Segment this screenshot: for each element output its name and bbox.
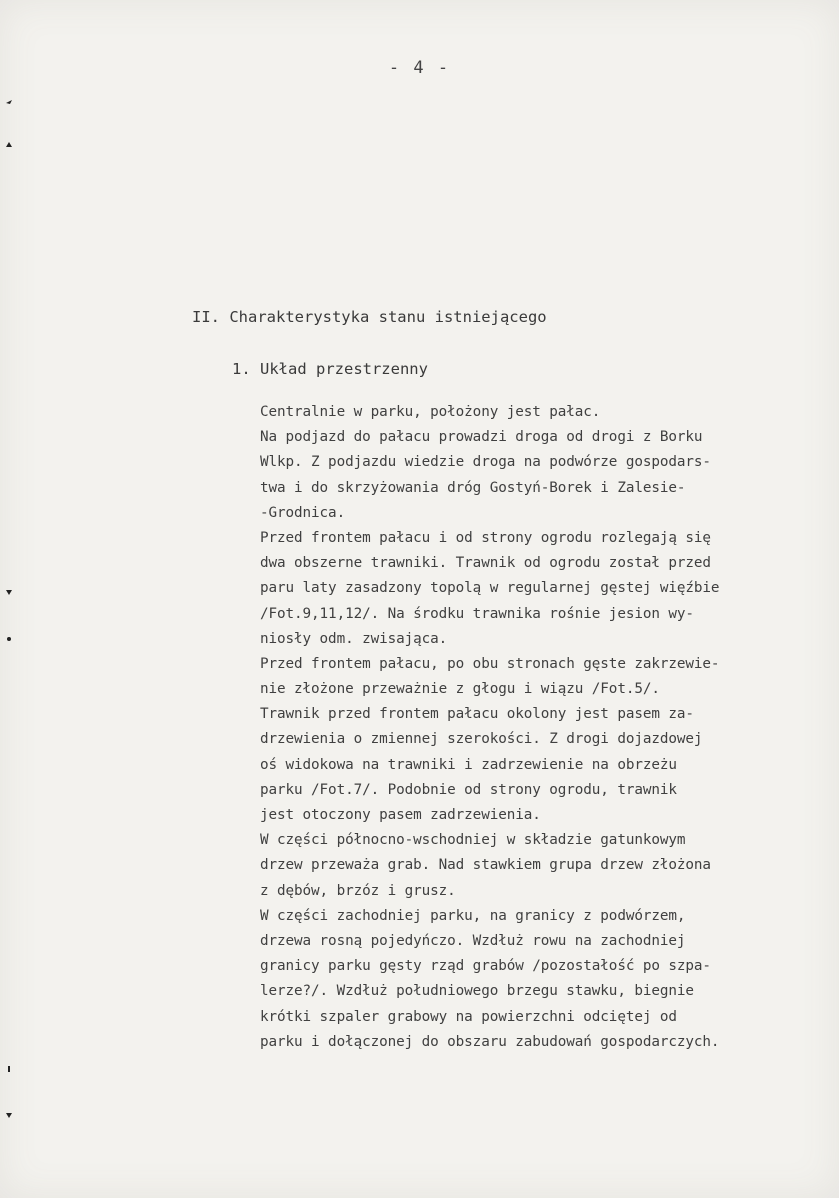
text-line: parku i dołączonej do obszaru zabudowań gospodarczych. bbox=[260, 1033, 720, 1050]
text-line: dwa obszerne trawniki. Trawnik od ogrodu został przed bbox=[260, 555, 711, 572]
section-heading: II. Charakterystyka stanu istniejącego bbox=[192, 308, 547, 326]
page-number: - 4 - bbox=[388, 58, 451, 78]
binding-hole-mark-icon bbox=[5, 141, 13, 149]
text-line: twa i do skrzyżowania dróg Gostyń-Borek i Zalesie- bbox=[260, 479, 686, 496]
text-line: oś widokowa na trawniki i zadrzewienie na obrzeżu bbox=[260, 756, 677, 773]
text-line: drzew przeważa grab. Nad stawkiem grupa drzew złożona bbox=[260, 857, 711, 874]
text-line: Na podjazd do pałacu prowadzi droga od drogi z Borku bbox=[260, 429, 703, 446]
text-line: nie złożone przeważnie z głogu i wiązu /Fot.5/. bbox=[260, 681, 660, 698]
text-line: /Fot.9,11,12/. Na środku trawnika rośnie jesion wy- bbox=[260, 605, 694, 622]
text-line: Przed frontem pałacu i od strony ogrodu rozlegają się bbox=[260, 529, 711, 546]
text-line: jest otoczony pasem zadrzewienia. bbox=[260, 807, 541, 823]
text-line: drzewa rosną pojedyńczo. Wzdłuż rowu na zachodniej bbox=[260, 932, 686, 949]
binding-hole-mark-icon bbox=[5, 588, 13, 596]
text-line: Trawnik przed frontem pałacu okolony jest pasem za- bbox=[260, 706, 694, 723]
text-line: z dębów, brzóz i grusz. bbox=[260, 882, 456, 899]
body-text bbox=[260, 400, 830, 1055]
text-line: niosły odm. zwisająca. bbox=[260, 630, 448, 647]
text-line: Centralnie w parku, położony jest pałac. bbox=[260, 404, 601, 420]
subsection-heading: 1. Układ przestrzenny bbox=[232, 360, 428, 378]
text-line: -Grodnica. bbox=[260, 504, 346, 521]
text-line: drzewienia o zmiennej szerokości. Z drogi dojazdowej bbox=[260, 731, 703, 748]
text-line: paru laty zasadzony topolą w regularnej gęstej więźbie bbox=[260, 580, 720, 597]
binding-hole-mark-icon bbox=[5, 1065, 13, 1073]
binding-hole-mark-icon bbox=[5, 1111, 13, 1119]
binding-hole-mark-icon bbox=[5, 98, 13, 106]
text-line: krótki szpaler grabowy na powierzchni odciętej od bbox=[260, 1008, 677, 1025]
text-line: Wlkp. Z podjazdu wiedzie droga na podwórze gospodars- bbox=[260, 454, 711, 471]
binding-hole-mark-icon bbox=[5, 635, 13, 643]
text-line: lerze?/. Wzdłuż południowego brzegu stawku, biegnie bbox=[260, 983, 694, 1000]
text-line: W części północno-wschodniej w składzie gatunkowym bbox=[260, 832, 686, 849]
text-line: granicy parku gęsty rząd grabów /pozostałość po szpa- bbox=[260, 958, 711, 975]
text-line: parku /Fot.7/. Podobnie od strony ogrodu, trawnik bbox=[260, 781, 677, 798]
text-line: Przed frontem pałacu, po obu stronach gęste zakrzewie- bbox=[260, 655, 720, 672]
text-line: W części zachodniej parku, na granicy z podwórzem, bbox=[260, 907, 686, 924]
